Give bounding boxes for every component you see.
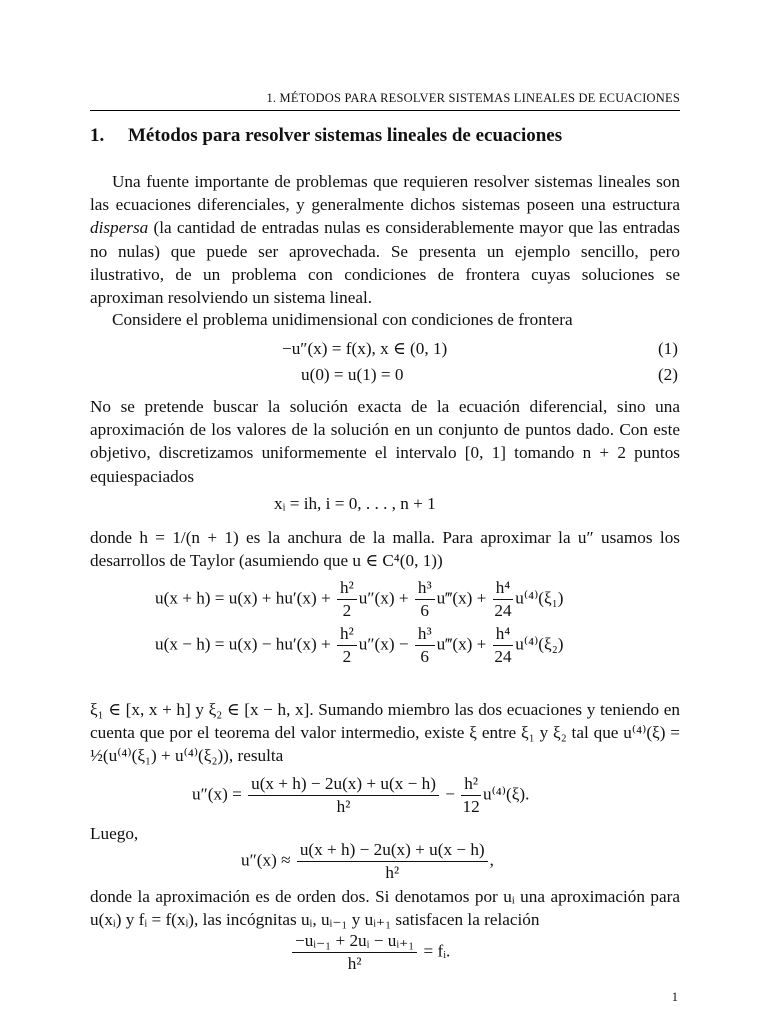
intro-text-b: (la cantidad de entradas nulas es considerablemente mayor que las entradas no nulas) que puede ser aprovechada. Se presenta un ejemplo sencillo, pero ilustrativo, de un problema con condiciones de frontera cuyas soluciones se aproximan resolviendo un sistema lineal. <box>90 218 680 308</box>
section-title <box>90 125 562 147</box>
equation-approximation: u″(x) ≈ $\frac{u(x + h) - 2u(x) + u(x - h)}{\text{h²}}$ , <box>241 840 494 882</box>
frac-h2-2: $\frac{\text{h²}}{2}$ <box>337 624 357 667</box>
frac-relation: $\frac{\text{−uᵢ₋₁ + 2uᵢ − uᵢ₊₁}}{\text{h²}}$ <box>292 931 417 974</box>
equation-1: −u″(x) = f(x), x ∈ (0, 1) <box>282 339 448 358</box>
equation-taylor-minus: u(x − h) = u(x) − hu′(x) + $\frac{\text{h²}}{2}$ u″(x) − $\frac{\text{h³}}{6}$ u‴(x) + $\frac{\text{h⁴}}{24}$ u⁽⁴⁾(ξ₂) <box>155 624 564 666</box>
section-title-text: Métodos para resolver sistemas lineales de ecuaciones <box>128 125 563 146</box>
equation-grid: xᵢ = ih, i = 0, . . . , n + 1 <box>274 494 436 513</box>
paragraph-intermediate: ξ₁ ∈ [x, x + h] y ξ₂ ∈ [x − h, x]. Sumando miembro las dos ecuaciones y teniendo en cuenta que por el teorema del valor intermedio, existe ξ entre ξ₁ y ξ₂ tal que u⁽⁴⁾(ξ) = ½(u⁽⁴⁾(ξ₁) + u⁽⁴⁾(ξ₂)), resulta <box>90 700 680 766</box>
frac-h3-6: $\frac{\text{h³}}{6}$ <box>415 624 435 667</box>
paragraph-luego: Luego, <box>90 824 139 843</box>
equation-2: u(0) = u(1) = 0 <box>301 365 404 384</box>
taylor-minus-lhs: u(x − h) = u(x) − hu′(x) + <box>155 634 335 654</box>
page-number: 1 <box>671 990 678 1004</box>
frac-h2-12: $\frac{\text{h²}}{12}$ <box>462 774 480 816</box>
running-head: 1. MÉTODOS PARA RESOLVER SISTEMAS LINEALES DE ECUACIONES <box>266 91 680 105</box>
frac-central-difference: $\frac{u(x + h) - 2u(x) + u(x - h)}{\text{h²}}$ <box>248 774 439 817</box>
intro-text-a: Una fuente importante de problemas que requieren resolver sistemas lineales son las ecuaciones diferenciales, y generalmente dichos sistemas poseen una estructura <box>90 172 680 215</box>
equation-2-number: (2) <box>657 365 678 384</box>
paragraph-intro <box>90 170 680 309</box>
frac-approx: $\frac{u(x + h) - 2u(x) + u(x - h)}{\text{h²}}$ <box>297 840 488 883</box>
intro-emphasis: dispersa <box>90 218 149 238</box>
section-number: 1. <box>90 125 105 146</box>
equation-taylor-plus: u(x + h) = u(x) + hu′(x) + $\frac{\text{h²}}{2}$ u″(x) + $\frac{\text{h³}}{6}$ u‴(x) + $\frac{\text{h⁴}}{24}$ u⁽⁴⁾(ξ₁) <box>155 578 564 620</box>
equation-relation: $\frac{\text{−uᵢ₋₁ + 2uᵢ − uᵢ₊₁}}{\text{h²}}$ = fᵢ. <box>290 931 450 974</box>
frac-h3-6: $\frac{\text{h³}}{6}$ <box>415 578 435 621</box>
paragraph-relation: donde la aproximación es de orden dos. Si denotamos por uᵢ una aproximación para u(xᵢ) y fᵢ = f(xᵢ), las incógnitas uᵢ, uᵢ₋₁ y uᵢ₊₁ satisfacen la relación <box>90 887 680 930</box>
header-rule <box>90 110 680 111</box>
paragraph-taylor: donde h = 1/(n + 1) es la anchura de la malla. Para aproximar la u″ usamos los desarrollos de Taylor (asumiendo que u ∈ C⁴(0, 1)) <box>90 528 680 571</box>
equation-1-number: (1) <box>657 339 678 358</box>
frac-h4-24: $\frac{\text{h⁴}}{24}$ <box>494 624 512 666</box>
frac-h4-24: $\frac{\text{h⁴}}{24}$ <box>494 578 512 620</box>
taylor-plus-lhs: u(x + h) = u(x) + hu′(x) + <box>155 588 335 608</box>
frac-h2-2: $\frac{\text{h²}}{2}$ <box>337 578 357 621</box>
paragraph-problem: Considere el problema unidimensional con condiciones de frontera <box>112 310 573 329</box>
equation-second-derivative: u″(x) = $\frac{u(x + h) - 2u(x) + u(x - h)}{\text{h²}}$ − $\frac{\text{h²}}{12}$ u⁽⁴⁾(ξ). <box>192 774 530 816</box>
paragraph-discretization: No se pretende buscar la solución exacta de la ecuación diferencial, sino una aproximación de los valores de la solución en un conjunto de puntos dado. Con este objetivo, discretizamos uniformemente el intervalo [0, 1] tomando n + 2 puntos equiespaciados <box>90 397 680 486</box>
